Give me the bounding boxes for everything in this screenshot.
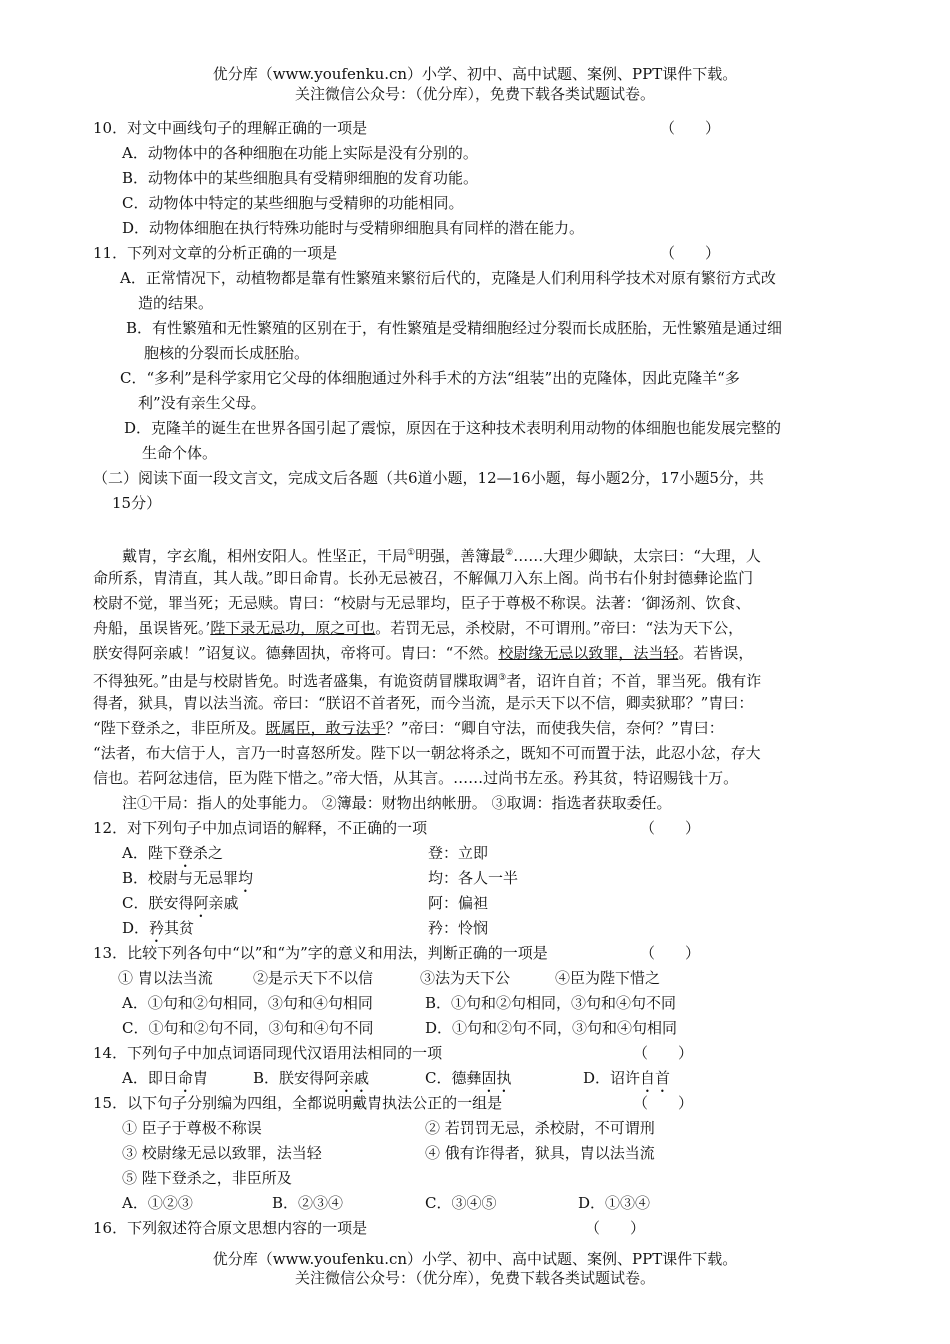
- page-header-line2: 关注微信公众号：（优分库），免费下载各类试题试卷。: [294, 85, 655, 103]
- passage-line-8: “陛下登杀之，非臣所及。既属臣，敢亏法乎？”帝曰：“卿自守法，而使我失信，奈何？”胄曰：: [93, 719, 724, 737]
- footnote-mark-2: ②: [505, 548, 514, 558]
- question-13-sentence-1: ① 胄以法当流: [118, 969, 213, 987]
- question-14-stem: 14．下列句子中加点词语同现代汉语用法相同的一项: [93, 1044, 443, 1062]
- question-16-answer-paren: （ ）: [585, 1219, 646, 1237]
- page-footer-line2: 关注微信公众号：（优分库），免费下载各类试题试卷。: [294, 1269, 655, 1287]
- question-12-option-b: B．校尉与无忌罪均: [122, 869, 254, 887]
- section-2-heading-line2: 15分）: [112, 494, 162, 512]
- question-15-option-a: A．①②③: [122, 1194, 193, 1212]
- question-10-answer-paren: （ ）: [660, 119, 721, 137]
- question-10-option-a: A．动物体中的各种细胞在功能上实际是没有分别的。: [122, 144, 478, 162]
- question-12-answer-paren: （ ）: [640, 819, 701, 837]
- question-13-stem: 13．比较下列各句中“以”和“为”字的意义和用法，判断正确的一项是: [93, 944, 548, 962]
- question-11-option-a-line1: A．正常情况下，动植物都是靠有性繁殖来繁衍后代的，克隆是人们利用科学技术对原有繁衍方式改: [120, 269, 776, 287]
- passage-line-7: 得者，狱具，胄以法当流。帝曰：“朕诏不首者死，而今当流，是示天下以不信，卿卖狱耶？”胄曰：: [93, 694, 754, 712]
- passage-notes: 注①干局：指人的处事能力。 ②簿最：财物出纳帐册。 ③取调：指选者获取委任。: [122, 794, 672, 812]
- question-13-option-b: B．①句和②句相同，③句和④句不同: [425, 994, 677, 1012]
- section-2-heading-line1: （二）阅读下面一段文言文，完成文后各题（共6道小题，12—16小题，每小题2分，17小题5分，共: [93, 469, 764, 487]
- passage-line-3: 校尉不觉，罪当死；无忌赎。胄曰：“校尉与无忌罪均，臣子于尊极不称误。法著：‘御汤剂、饮食、: [93, 594, 751, 612]
- question-11-option-d-line2: 生命个体。: [142, 444, 218, 462]
- passage-line-2: 命所系，胄清直，其人哉。”即日命胄。长孙无忌被召，不解佩刀入东上阁。尚书右仆射封德彝论监门: [93, 569, 754, 587]
- question-12-option-c: C．朕安得阿亲戚: [122, 894, 239, 912]
- question-13-option-d: D．①句和②句不同，③句和④句相同: [425, 1019, 678, 1037]
- passage-line-6: 不得独死。”由是与校尉皆免。时选者盛集，有诡资荫冒牒取调③者，诏许自首；不首，罪当死。俄有诈: [93, 672, 762, 690]
- question-14-option-c: C．德彝固执: [425, 1069, 512, 1087]
- question-14-option-a: A．即日命胄: [122, 1069, 208, 1087]
- question-13-option-c: C．①句和②句不同，③句和④句不同: [122, 1019, 374, 1037]
- question-13-sentence-4: ④臣为陛下惜之: [555, 969, 661, 987]
- underlined-sentence-3: 既属臣，敢亏法乎: [265, 719, 386, 737]
- question-15-option-b: B．②③④: [272, 1194, 344, 1212]
- question-11-option-d-line1: D．克隆羊的诞生在世界各国引起了震惊，原因在于这种技术表明利用动物的体细胞也能发展完整的: [124, 419, 782, 437]
- question-13-sentence-3: ③法为天下公: [420, 969, 511, 987]
- question-15-sentence-2: ② 若罚罚无忌，杀校尉，不可谓刑: [425, 1119, 655, 1137]
- question-15-option-c: C．③④⑤: [425, 1194, 497, 1212]
- question-11-option-c-line2: 利”没有亲生父母。: [138, 394, 266, 412]
- question-12-option-c-explanation: 阿：偏袒: [428, 894, 489, 912]
- question-11-stem: 11．下列对文章的分析正确的一项是: [93, 244, 338, 262]
- question-12-option-d: D．矜其贫: [122, 919, 195, 937]
- question-13-sentence-2: ②是示天下不以信: [253, 969, 374, 987]
- question-14-option-b: B．朕安得阿亲戚: [253, 1069, 370, 1087]
- question-12-option-d-explanation: 矜：怜悯: [428, 919, 489, 937]
- question-14-answer-paren: （ ）: [633, 1044, 694, 1062]
- question-10-option-b: B．动物体中的某些细胞具有受精卵细胞的发育功能。: [122, 169, 479, 187]
- question-15-sentence-3: ③ 校尉缘无忌以致罪，法当轻: [122, 1144, 322, 1162]
- question-13-option-a: A．①句和②句相同，③句和④句相同: [122, 994, 373, 1012]
- question-10-option-d: D．动物体细胞在执行特殊功能时与受精卵细胞具有同样的潜在能力。: [122, 219, 585, 237]
- question-12-option-a: A．陛下登杀之: [122, 844, 223, 862]
- underlined-sentence-1: 陛下录无忌功，原之可也: [210, 619, 376, 637]
- passage-line-1: 戴胄，字玄胤，相州安阳人。性坚正，干局①明强，善簿最②……大理少卿缺，太宗曰：“大理，人: [122, 547, 761, 565]
- underlined-sentence-2: 校尉缘无忌以致罪，法当轻: [498, 644, 679, 662]
- question-11-answer-paren: （ ）: [660, 244, 721, 262]
- question-10-option-c: C．动物体中特定的某些细胞与受精卵的功能相同。: [122, 194, 464, 212]
- page-header-line1: 优分库（www.youfenku.cn）小学、初中、高中试题、案例、PPT课件下载。: [212, 65, 738, 83]
- question-10-stem: 10．对文中画线句子的理解正确的一项是: [93, 119, 368, 137]
- question-15-option-d: D．①③④: [578, 1194, 651, 1212]
- question-11-option-b-line1: B．有性繁殖和无性繁殖的区别在于，有性繁殖是受精细胞经过分裂而长成胚胎，无性繁殖是通过细: [126, 319, 783, 337]
- question-11-option-c-line1: C．“多利”是科学家用它父母的体细胞通过外科手术的方法“组装”出的克隆体，因此克隆羊“多: [120, 369, 740, 387]
- passage-line-9: “法者，布大信于人，言乃一时喜怒所发。陛下以一朝忿将杀之，既知不可而置于法，此忍小忿，存大: [93, 744, 761, 762]
- passage-line-5: 朕安得阿亲戚！”诏复议。德彝固执，帝将可。胄曰：“不然。校尉缘无忌以致罪，法当轻。若皆误，: [93, 644, 754, 662]
- question-16-stem: 16．下列叙述符合原文思想内容的一项是: [93, 1219, 368, 1237]
- footnote-mark-3: ③: [498, 673, 507, 683]
- question-12-option-a-explanation: 登：立即: [428, 844, 489, 862]
- question-11-option-b-line2: 胞核的分裂而长成胚胎。: [144, 344, 310, 362]
- footnote-mark-1: ①: [407, 548, 416, 558]
- question-12-stem: 12．对下列句子中加点词语的解释，不正确的一项: [93, 819, 428, 837]
- question-15-stem: 15．以下句子分别编为四组，全都说明戴胄执法公正的一组是: [93, 1094, 503, 1112]
- question-13-answer-paren: （ ）: [640, 944, 701, 962]
- question-11-option-a-line2: 造的结果。: [138, 294, 214, 312]
- passage-line-4: 舟船，虽误皆死。’陛下录无忌功，原之可也。若罚无忌，杀校尉，不可谓刑。”帝曰：“法为天下公，: [93, 619, 744, 637]
- question-15-answer-paren: （ ）: [633, 1094, 694, 1112]
- question-12-option-b-explanation: 均：各人一半: [428, 869, 519, 887]
- page-footer-line1: 优分库（www.youfenku.cn）小学、初中、高中试题、案例、PPT课件下载。: [212, 1250, 738, 1268]
- question-15-sentence-5: ⑤ 陛下登杀之，非臣所及: [122, 1169, 292, 1187]
- passage-line-10: 信也。若阿忿违信，臣为陛下惜之。”帝大悟，从其言。……过尚书左丞。矜其贫，特诏赐钱十万。: [93, 769, 739, 787]
- question-15-sentence-1: ① 臣子于尊极不称误: [122, 1119, 262, 1137]
- question-15-sentence-4: ④ 俄有诈得者，狱具，胄以法当流: [425, 1144, 655, 1162]
- question-14-option-d: D．诏许自首: [583, 1069, 671, 1087]
